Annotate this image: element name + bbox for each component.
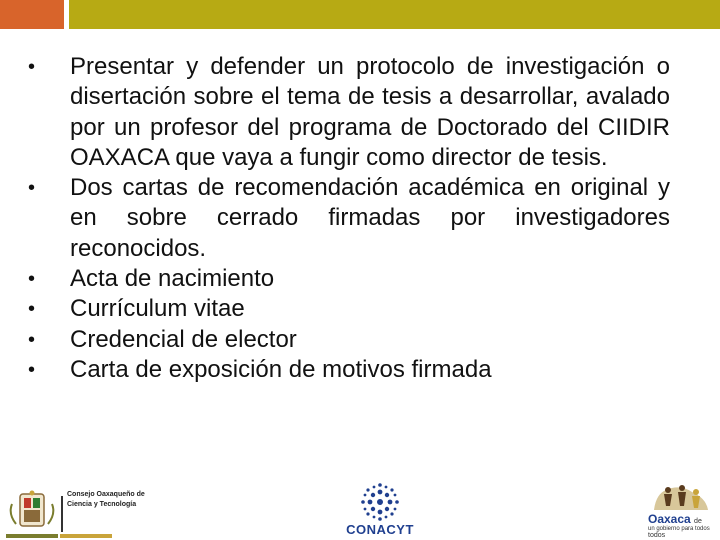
- coocyt-logo: [6, 490, 146, 538]
- list-item: [28, 52, 670, 173]
- conacyt-globe-icon: [340, 482, 420, 522]
- list-item: [28, 173, 670, 264]
- list-item-text: Carta de exposición de motivos firmada: [70, 355, 492, 383]
- list-item-text: Credencial de elector: [70, 325, 297, 353]
- logo-stripe: [60, 534, 112, 538]
- list-item-text: Currículum vitae: [70, 295, 245, 323]
- bullet-icon: •: [28, 268, 36, 291]
- logo-stripe: [6, 534, 58, 538]
- oaxaca-title-main: Oaxaca: [648, 512, 691, 526]
- coocyt-text-line1: Consejo Oaxaqueño de: [67, 491, 145, 498]
- conacyt-logo: [340, 482, 420, 538]
- requirements-list: [28, 52, 670, 385]
- coocyt-text: [67, 490, 145, 510]
- conacyt-wordmark: CONACYT: [346, 522, 414, 537]
- bullet-icon: •: [28, 177, 36, 200]
- bullet-icon: •: [28, 56, 36, 78]
- oaxaca-de-todos-logo: [644, 478, 720, 540]
- bullet-icon: •: [28, 358, 36, 381]
- list-item: [28, 325, 670, 355]
- slide-content: [28, 52, 670, 385]
- oaxaca-state-emblem-icon: [6, 490, 58, 534]
- coocyt-text-line2: Ciencia y Tecnología: [67, 501, 137, 508]
- bullet-icon: •: [28, 298, 36, 321]
- header-olive-bar: [69, 0, 720, 29]
- list-item-text: Dos cartas de recomendación académica en original y en sobre cerrado firmadas por investigadores reconocidos.: [70, 174, 670, 262]
- header-orange-block: [0, 0, 64, 29]
- oaxaca-subtitle: un gobierno para todos: [648, 526, 710, 532]
- logo-divider: [61, 496, 63, 532]
- footer-logos: [0, 478, 720, 540]
- list-item-text: Acta de nacimiento: [70, 265, 275, 293]
- list-item: [28, 264, 670, 294]
- list-item-text: Presentar y defender un protocolo de investigación o disertación sobre el tema de tesis a desarrollar, avalado por un profesor del programa de Doctorado del CIIDIR OAXACA que vaya a fungir como director de tesis.: [70, 53, 670, 171]
- oaxaca-figures-icon: [646, 480, 716, 514]
- bullet-icon: •: [28, 328, 36, 351]
- oaxaca-title-small: de todos: [648, 518, 702, 539]
- list-item: [28, 294, 670, 324]
- list-item: [28, 355, 670, 385]
